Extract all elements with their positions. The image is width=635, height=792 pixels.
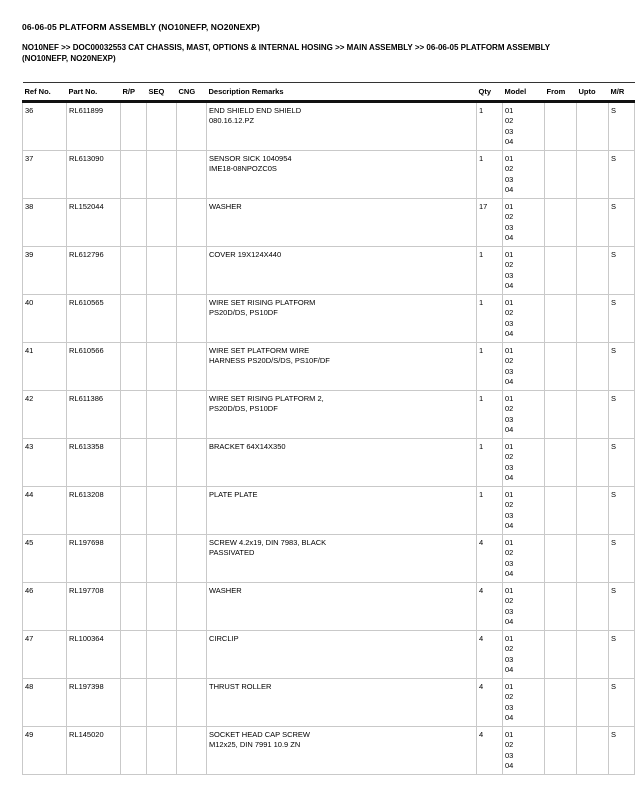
qty-cell: 1: [477, 294, 503, 342]
mr-cell: S: [609, 726, 635, 774]
desc-line: THRUST ROLLER: [209, 681, 272, 691]
models-line: 01: [505, 105, 514, 115]
ref-no-cell: 46: [23, 582, 67, 630]
models-line: 02: [505, 260, 514, 270]
table-row: [23, 726, 635, 774]
from-cell: [545, 390, 577, 438]
models-line: 04: [505, 665, 514, 675]
models-line: 04: [505, 521, 514, 531]
models-line: 01: [505, 393, 514, 403]
from-cell: [545, 150, 577, 198]
upto-cell: [577, 726, 609, 774]
rp-cell: [121, 534, 147, 582]
part-no-cell: RL611899: [67, 101, 121, 150]
models-line: 03: [505, 174, 514, 184]
models-line: 03: [505, 702, 514, 712]
models-line: 04: [505, 713, 514, 723]
mr-cell: S: [609, 198, 635, 246]
from-cell: [545, 101, 577, 150]
cng-cell: [177, 678, 207, 726]
model-cell: [503, 678, 545, 726]
part-no-cell: RL197708: [67, 582, 121, 630]
description-cell: [207, 150, 477, 198]
qty-cell: 1: [477, 486, 503, 534]
rp-cell: [121, 150, 147, 198]
part-no-cell: RL610566: [67, 342, 121, 390]
models-line: 04: [505, 473, 514, 483]
part-no-cell: RL197398: [67, 678, 121, 726]
models-line: 01: [505, 249, 514, 259]
models-line: 04: [505, 377, 514, 387]
desc-line: SCREW 4.2x19, DIN 7983, BLACK: [209, 537, 327, 547]
qty-cell: 4: [477, 678, 503, 726]
upto-cell: [577, 486, 609, 534]
seq-cell: [147, 486, 177, 534]
models-line: 04: [505, 425, 514, 435]
cng-cell: [177, 438, 207, 486]
table-row: [23, 294, 635, 342]
model-cell: [503, 294, 545, 342]
column-header-mr: M/R: [609, 82, 635, 101]
models-line: 03: [505, 750, 514, 760]
mr-cell: S: [609, 534, 635, 582]
description-cell: [207, 534, 477, 582]
seq-cell: [147, 150, 177, 198]
models-line: 02: [505, 692, 514, 702]
upto-cell: [577, 150, 609, 198]
rp-cell: [121, 198, 147, 246]
from-cell: [545, 198, 577, 246]
model-cell: [503, 486, 545, 534]
column-header-upto: Upto: [577, 82, 609, 101]
model-cell: [503, 150, 545, 198]
models-line: 02: [505, 164, 514, 174]
seq-cell: [147, 342, 177, 390]
models-line: 01: [505, 585, 514, 595]
models-line: 03: [505, 462, 514, 472]
parts-table: [22, 82, 635, 775]
models-line: 01: [505, 153, 514, 163]
desc-line: COVER 19X124X440: [209, 249, 282, 259]
page-title: 06-06-05 PLATFORM ASSEMBLY (NO10NEFP, NO20NEXP): [22, 22, 260, 32]
upto-cell: [577, 390, 609, 438]
ref-no-cell: 43: [23, 438, 67, 486]
table-row: [23, 486, 635, 534]
description-cell: [207, 342, 477, 390]
cng-cell: [177, 294, 207, 342]
model-cell: [503, 246, 545, 294]
cng-cell: [177, 198, 207, 246]
models-line: 01: [505, 201, 514, 211]
column-header-rp: R/P: [121, 82, 147, 101]
from-cell: [545, 294, 577, 342]
table-row: [23, 246, 635, 294]
models-line: 04: [505, 329, 514, 339]
desc-line: 080.16.12.PZ: [209, 116, 255, 126]
seq-cell: [147, 101, 177, 150]
desc-line: END SHIELD END SHIELD: [209, 105, 302, 115]
qty-cell: 4: [477, 582, 503, 630]
description-cell: [207, 678, 477, 726]
models-line: 02: [505, 548, 514, 558]
description-cell: [207, 630, 477, 678]
models-line: 04: [505, 761, 514, 771]
from-cell: [545, 726, 577, 774]
models-line: 01: [505, 345, 514, 355]
desc-line: WASHER: [209, 585, 242, 595]
mr-cell: S: [609, 630, 635, 678]
ref-no-cell: 42: [23, 390, 67, 438]
ref-no-cell: 40: [23, 294, 67, 342]
desc-line: PS20D/DS, PS10DF: [209, 404, 278, 414]
description-cell: [207, 294, 477, 342]
part-no-cell: RL611386: [67, 390, 121, 438]
mr-cell: S: [609, 486, 635, 534]
desc-line: PS20D/DS, PS10DF: [209, 308, 278, 318]
models-line: 04: [505, 569, 514, 579]
models-line: 01: [505, 633, 514, 643]
models-line: 04: [505, 137, 514, 147]
models-line: 03: [505, 318, 514, 328]
models-line: 01: [505, 489, 514, 499]
table-row: [23, 534, 635, 582]
rp-cell: [121, 246, 147, 294]
ref-no-cell: 49: [23, 726, 67, 774]
models-line: 03: [505, 414, 514, 424]
qty-cell: 1: [477, 390, 503, 438]
column-header-ref: Ref No.: [23, 82, 67, 101]
description-cell: [207, 390, 477, 438]
qty-cell: 1: [477, 342, 503, 390]
models-line: 01: [505, 537, 514, 547]
mr-cell: S: [609, 294, 635, 342]
cng-cell: [177, 726, 207, 774]
desc-line: PASSIVATED: [209, 548, 255, 558]
models-line: 02: [505, 212, 514, 222]
part-no-cell: RL613208: [67, 486, 121, 534]
qty-cell: 1: [477, 438, 503, 486]
models-line: 04: [505, 185, 514, 195]
table-row: [23, 198, 635, 246]
upto-cell: [577, 438, 609, 486]
models-line: 01: [505, 681, 514, 691]
cng-cell: [177, 582, 207, 630]
upto-cell: [577, 294, 609, 342]
upto-cell: [577, 582, 609, 630]
qty-cell: 17: [477, 198, 503, 246]
models-line: 01: [505, 729, 514, 739]
part-no-cell: RL197698: [67, 534, 121, 582]
desc-line: WIRE SET RISING PLATFORM: [209, 297, 316, 307]
model-cell: [503, 438, 545, 486]
models-line: 01: [505, 441, 514, 451]
table-row: [23, 390, 635, 438]
from-cell: [545, 486, 577, 534]
column-header-qty: Qty: [477, 82, 503, 101]
seq-cell: [147, 678, 177, 726]
rp-cell: [121, 294, 147, 342]
desc-line: WIRE SET RISING PLATFORM 2,: [209, 393, 324, 403]
desc-line: SOCKET HEAD CAP SCREW: [209, 729, 310, 739]
mr-cell: S: [609, 438, 635, 486]
seq-cell: [147, 438, 177, 486]
desc-line: SENSOR SICK 1040954: [209, 153, 292, 163]
cng-cell: [177, 486, 207, 534]
breadcrumb: NO10NEF >> DOC00032553 CAT CHASSIS, MAST, OPTIONS & INTERNAL HOSING >> MAIN ASSEMBLY >> 06-06-05 PLATFORM ASSEMBLY (NO10NEFP, NO20NEXP): [22, 43, 550, 63]
mr-cell: S: [609, 246, 635, 294]
from-cell: [545, 582, 577, 630]
models-line: 03: [505, 606, 514, 616]
ref-no-cell: 38: [23, 198, 67, 246]
column-header-seq: SEQ: [147, 82, 177, 101]
seq-cell: [147, 630, 177, 678]
upto-cell: [577, 630, 609, 678]
seq-cell: [147, 246, 177, 294]
part-no-cell: RL610565: [67, 294, 121, 342]
seq-cell: [147, 198, 177, 246]
table-row: [23, 342, 635, 390]
ref-no-cell: 44: [23, 486, 67, 534]
seq-cell: [147, 582, 177, 630]
models-line: 02: [505, 356, 514, 366]
seq-cell: [147, 534, 177, 582]
part-no-cell: RL152044: [67, 198, 121, 246]
models-line: 03: [505, 366, 514, 376]
from-cell: [545, 342, 577, 390]
description-cell: [207, 198, 477, 246]
desc-line: WIRE SET PLATFORM WIRE: [209, 345, 310, 355]
upto-cell: [577, 534, 609, 582]
mr-cell: S: [609, 582, 635, 630]
model-cell: [503, 726, 545, 774]
qty-cell: 1: [477, 150, 503, 198]
rp-cell: [121, 630, 147, 678]
part-no-cell: RL612796: [67, 246, 121, 294]
models-line: 04: [505, 617, 514, 627]
seq-cell: [147, 294, 177, 342]
models-line: 04: [505, 281, 514, 291]
seq-cell: [147, 390, 177, 438]
model-cell: [503, 534, 545, 582]
rp-cell: [121, 486, 147, 534]
mr-cell: S: [609, 150, 635, 198]
column-header-models: Model: [503, 82, 545, 101]
ref-no-cell: 47: [23, 630, 67, 678]
cng-cell: [177, 150, 207, 198]
cng-cell: [177, 246, 207, 294]
description-cell: [207, 486, 477, 534]
cng-cell: [177, 390, 207, 438]
description-cell: [207, 101, 477, 150]
part-no-cell: RL613358: [67, 438, 121, 486]
ref-no-cell: 41: [23, 342, 67, 390]
column-header-part: Part No.: [67, 82, 121, 101]
desc-line: IME18-08NPOZC0S: [209, 164, 277, 174]
rp-cell: [121, 726, 147, 774]
mr-cell: S: [609, 101, 635, 150]
qty-cell: 1: [477, 101, 503, 150]
models-line: 02: [505, 500, 514, 510]
models-line: 03: [505, 222, 514, 232]
table-row: [23, 582, 635, 630]
ref-no-cell: 37: [23, 150, 67, 198]
description-cell: [207, 246, 477, 294]
desc-line: CIRCLIP: [209, 633, 239, 643]
desc-line: M12x25, DIN 7991 10.9 ZN: [209, 740, 301, 750]
from-cell: [545, 678, 577, 726]
mr-cell: S: [609, 678, 635, 726]
rp-cell: [121, 438, 147, 486]
ref-no-cell: 39: [23, 246, 67, 294]
models-line: 03: [505, 126, 514, 136]
ref-no-cell: 45: [23, 534, 67, 582]
column-header-desc: Description Remarks: [207, 82, 477, 101]
table-row: [23, 101, 635, 150]
model-cell: [503, 582, 545, 630]
from-cell: [545, 246, 577, 294]
upto-cell: [577, 101, 609, 150]
ref-no-cell: 36: [23, 101, 67, 150]
seq-cell: [147, 726, 177, 774]
description-cell: [207, 582, 477, 630]
from-cell: [545, 438, 577, 486]
ref-no-cell: 48: [23, 678, 67, 726]
upto-cell: [577, 198, 609, 246]
qty-cell: 1: [477, 246, 503, 294]
models-line: 03: [505, 510, 514, 520]
models-line: 01: [505, 297, 514, 307]
upto-cell: [577, 246, 609, 294]
part-no-cell: RL145020: [67, 726, 121, 774]
description-cell: [207, 726, 477, 774]
model-cell: [503, 390, 545, 438]
model-cell: [503, 630, 545, 678]
cng-cell: [177, 101, 207, 150]
upto-cell: [577, 678, 609, 726]
rp-cell: [121, 582, 147, 630]
rp-cell: [121, 101, 147, 150]
qty-cell: 4: [477, 630, 503, 678]
desc-line: BRACKET 64X14X350: [209, 441, 286, 451]
table-row: [23, 438, 635, 486]
model-cell: [503, 101, 545, 150]
from-cell: [545, 630, 577, 678]
desc-line: WASHER: [209, 201, 242, 211]
models-line: 03: [505, 654, 514, 664]
mr-cell: S: [609, 390, 635, 438]
cng-cell: [177, 630, 207, 678]
table-row: [23, 630, 635, 678]
table-header-row: [23, 82, 635, 101]
models-line: 02: [505, 644, 514, 654]
model-cell: [503, 342, 545, 390]
rp-cell: [121, 390, 147, 438]
from-cell: [545, 534, 577, 582]
models-line: 03: [505, 558, 514, 568]
table-row: [23, 678, 635, 726]
mr-cell: S: [609, 342, 635, 390]
desc-line: HARNESS PS20D/S/DS, PS10F/DF: [209, 356, 330, 366]
table-row: [23, 150, 635, 198]
qty-cell: 4: [477, 726, 503, 774]
model-cell: [503, 198, 545, 246]
models-line: 02: [505, 404, 514, 414]
models-line: 03: [505, 270, 514, 280]
part-no-cell: RL100364: [67, 630, 121, 678]
models-line: 04: [505, 233, 514, 243]
desc-line: PLATE PLATE: [209, 489, 258, 499]
column-header-from: From: [545, 82, 577, 101]
models-line: 02: [505, 740, 514, 750]
table-body: [23, 101, 635, 774]
rp-cell: [121, 678, 147, 726]
rp-cell: [121, 342, 147, 390]
models-line: 02: [505, 308, 514, 318]
models-line: 02: [505, 116, 514, 126]
cng-cell: [177, 342, 207, 390]
part-no-cell: RL613090: [67, 150, 121, 198]
cng-cell: [177, 534, 207, 582]
models-line: 02: [505, 596, 514, 606]
qty-cell: 4: [477, 534, 503, 582]
models-line: 02: [505, 452, 514, 462]
description-cell: [207, 438, 477, 486]
upto-cell: [577, 342, 609, 390]
column-header-cng: CNG: [177, 82, 207, 101]
